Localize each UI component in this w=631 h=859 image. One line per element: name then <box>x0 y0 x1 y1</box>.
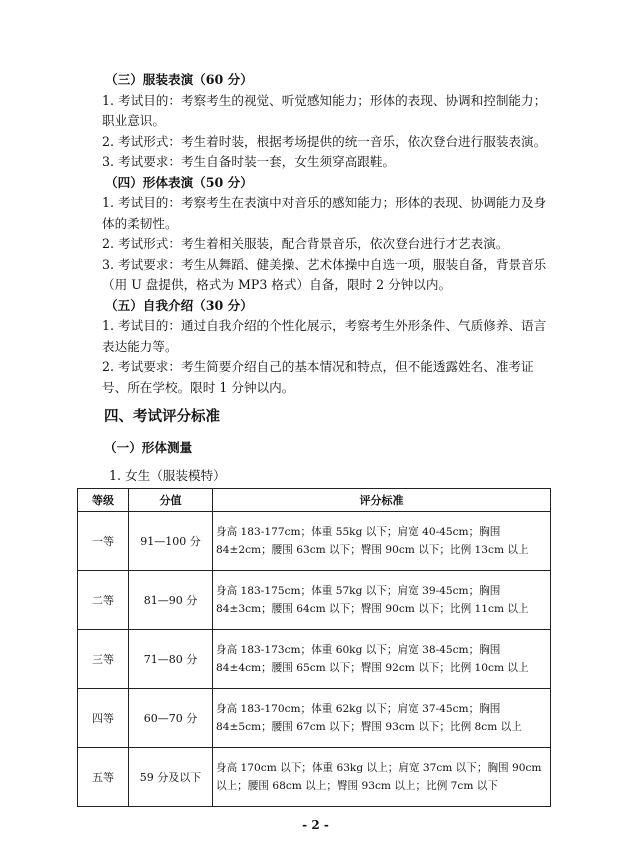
section-self-introduction <box>77 296 551 399</box>
score-cell: 59 分及以下 <box>129 748 213 807</box>
table-row <box>78 630 551 689</box>
grade-cell: 四等 <box>78 689 129 748</box>
table-row <box>78 512 551 571</box>
table-row <box>78 571 551 630</box>
grade-cell: 二等 <box>78 571 129 630</box>
section-item: 3. 考试要求：考生自备时装一套，女生须穿高跟鞋。 <box>102 154 396 169</box>
section-body-performance <box>77 173 551 296</box>
header-score: 分值 <box>129 489 213 512</box>
standard-cell: 身高 183-170cm；体重 62kg 以下；肩宽 37-45cm；胸围 84±5cm；腰围 67cm 以下；臀围 93cm 以下；比例 8cm 以上 <box>213 689 551 748</box>
table-header-row <box>78 489 551 512</box>
section-item: 2. 考试要求：考生简要介绍自己的基本情况和特点，但不能透露姓名、准考证号、所在学校。限时 1 分钟以内。 <box>102 359 534 395</box>
standard-cell: 身高 183-177cm；体重 55kg 以下；肩宽 40-45cm；胸围 84±2cm；腰围 63cm 以下；臀围 90cm 以下；比例 13cm 以上 <box>213 512 551 571</box>
score-cell: 60—70 分 <box>129 689 213 748</box>
section-item: 3. 考试要求：考生从舞蹈、健美操、艺术体操中自选一项，服装自备，背景音乐（用 U 盘提供，格式为 MP3 格式）自备，限时 2 分钟以内。 <box>102 256 547 292</box>
page-content <box>77 70 551 807</box>
standard-cell: 身高 183-175cm；体重 57kg 以下；肩宽 39-45cm；胸围 84±3cm；腰围 64cm 以下；臀围 90cm 以下；比例 11cm 以上 <box>213 571 551 630</box>
section-item: 2. 考试形式：考生着相关服装，配合背景音乐，依次登台进行才艺表演。 <box>102 236 509 251</box>
standard-cell: 身高 183-173cm；体重 60kg 以下；肩宽 38-45cm；胸围 84±4cm；腰围 65cm 以下；臀围 92cm 以下；比例 10cm 以上 <box>213 630 551 689</box>
section-clothing-performance <box>77 70 551 173</box>
subsection-title: （一）形体测量 <box>104 440 193 455</box>
standard-cell: 身高 170cm 以下；体重 63kg 以上；肩宽 37cm 以下；胸围 90cm 以上；腰围 68cm 以上；臀围 93cm 以上；比例 7cm 以下 <box>213 748 551 807</box>
table-row <box>78 689 551 748</box>
section-four-title: 四、考试评分标准 <box>104 409 220 425</box>
grade-cell: 一等 <box>78 512 129 571</box>
page-number: - 2 - <box>302 818 329 832</box>
section-heading: （三）服装表演（60 分） <box>105 72 253 87</box>
grade-cell: 五等 <box>78 748 129 807</box>
score-cell: 91—100 分 <box>129 512 213 571</box>
scoring-table <box>77 488 551 807</box>
table-caption: 1. 女生（服装模特） <box>109 468 226 483</box>
section-item: 1. 考试目的：考察考生在表演中对音乐的感知能力；形体的表现、协调能力及身体的柔韧性。 <box>102 195 547 231</box>
header-grade: 等级 <box>78 489 129 512</box>
score-cell: 81—90 分 <box>129 571 213 630</box>
section-heading: （四）形体表演（50 分） <box>105 174 253 190</box>
section-item: 1. 考试目的：通过自我介绍的个性化展示，考察考生外形条件、气质修养、语言表达能力等。 <box>102 318 547 354</box>
table-row <box>78 748 551 807</box>
header-standard: 评分标准 <box>213 489 551 512</box>
section-item: 2. 考试形式：考生着时装，根据考场提供的统一音乐，依次登台进行服装表演。 <box>102 133 547 149</box>
section-heading: （五）自我介绍（30 分） <box>105 297 253 313</box>
grade-cell: 三等 <box>78 630 129 689</box>
score-cell: 71—80 分 <box>129 630 213 689</box>
section-item: 1. 考试目的：考察考生的视觉、听觉感知能力；形体的表现、协调和控制能力；职业意识。 <box>102 92 547 128</box>
